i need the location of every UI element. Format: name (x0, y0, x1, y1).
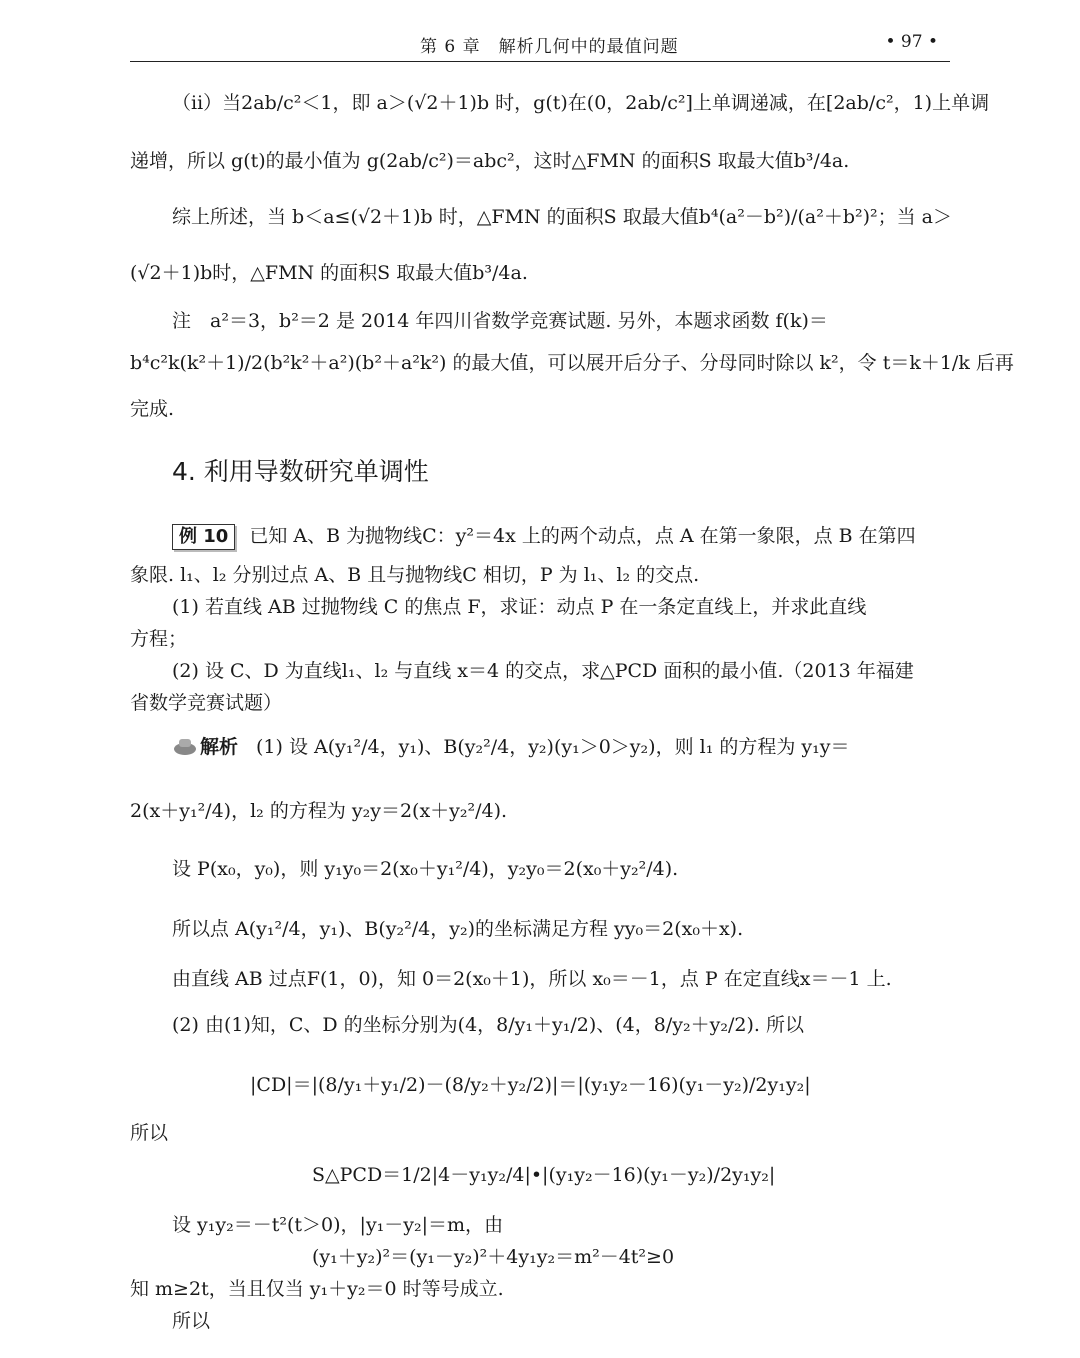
chapter-title: 第 6 章 解析几何中的最值问题 (420, 37, 679, 57)
question-2b: 省数学竞赛试题） (130, 692, 283, 714)
solution-line-1 (172, 736, 950, 759)
note-line-1: 注 a²＝3，b²＝2 是 2014 年四川省数学竞赛试题. 另外，本题求函数 f(k)＝ (172, 310, 828, 332)
page-number: • 97 • (885, 32, 938, 52)
section-title: 4. 利用导数研究单调性 (172, 457, 429, 486)
example-text-1: 已知 A、B 为抛物线C：y²＝4x 上的两个动点，点 A 在第一象限，点 B 在第四 (249, 525, 916, 547)
solution-line-13: 所以 (172, 1310, 211, 1332)
solution-text-1: (1) 设 A(y₁²/4，y₁)、B(y₂²/4，y₂)(y₁＞0＞y₂)，则 l₁ 的方程为 y₁y＝ (256, 736, 850, 758)
body-line-1: （ⅱ）当2ab/c²＜1，即 a＞(√2＋1)b 时，g(t)在(0，2ab/c²]上单调递减，在[2ab/c²，1)上单调 (172, 92, 990, 114)
thumbs-up-icon (172, 736, 198, 756)
question-1b: 方程； (130, 628, 188, 650)
body-line-2: 递增，所以 g(t)的最小值为 g(2ab/c²)＝abc²，这时△FMN 的面积S 取最大值b³/4a. (130, 150, 850, 172)
solution-line-12: 知 m≥2t，当且仅当 y₁＋y₂＝0 时等号成立. (130, 1278, 504, 1300)
solution-line-8: 所以 (130, 1122, 169, 1144)
note-line-2: b⁴c²k(k²＋1)/2(b²k²＋a²)(b²＋a²k²) 的最大值，可以展开后分子、分母同时除以 k²，令 t＝k＋1/k 后再 (130, 352, 1014, 374)
example-label: 例 10 (172, 524, 235, 550)
example-line-1 (172, 524, 950, 550)
note-line-3: 完成. (130, 398, 175, 420)
solution-line-2: 2(x＋y₁²/4)，l₂ 的方程为 y₂y＝2(x＋y₂²/4). (130, 800, 508, 822)
solution-line-3: 设 P(x₀，y₀)，则 y₁y₀＝2(x₀＋y₁²/4)，y₂y₀＝2(x₀＋y₂²/4). (172, 858, 679, 880)
solution-line-6: (2) 由(1)知，C、D 的坐标分别为(4，8/y₁＋y₁/2)、(4，8/y₂＋y₂/2). 所以 (172, 1014, 804, 1036)
example-line-2: 象限. l₁、l₂ 分别过点 A、B 且与抛物线C 相切，P 为 l₁、l₂ 的交点. (130, 564, 700, 586)
equation-area: S△PCD＝1/2|4－y₁y₂/4|•|(y₁y₂－16)(y₁－y₂)/2y₁y₂| (312, 1164, 776, 1186)
solution-label: 解析 (200, 736, 239, 758)
equation-inequality: (y₁＋y₂)²＝(y₁－y₂)²＋4y₁y₂＝m²－4t²≥0 (312, 1246, 675, 1268)
header-rule (130, 61, 950, 62)
question-2a: (2) 设 C、D 为直线l₁、l₂ 与直线 x＝4 的交点，求△PCD 面积的最小值.（2013 年福建 (172, 660, 914, 682)
equation-cd: |CD|＝|(8/y₁＋y₁/2)－(8/y₂＋y₂/2)|＝|(y₁y₂－16)(y₁－y₂)/2y₁y₂| (250, 1074, 811, 1096)
body-line-3: 综上所述，当 b＜a≤(√2＋1)b 时，△FMN 的面积S 取最大值b⁴(a²－b²)/(a²＋b²)²；当 a＞ (172, 206, 952, 228)
question-1a: (1) 若直线 AB 过抛物线 C 的焦点 F，求证：动点 P 在一条定直线上，并求此直线 (172, 596, 867, 618)
solution-badge (172, 736, 238, 759)
solution-line-10: 设 y₁y₂＝－t²(t＞0)，|y₁－y₂|＝m，由 (172, 1214, 504, 1236)
body-line-4: (√2＋1)b时，△FMN 的面积S 取最大值b³/4a. (130, 262, 528, 284)
page-header (130, 28, 950, 62)
solution-line-5: 由直线 AB 过点F(1，0)，知 0＝2(x₀＋1)，所以 x₀＝－1，点 P 在定直线x＝－1 上. (172, 968, 892, 990)
solution-line-4: 所以点 A(y₁²/4，y₁)、B(y₂²/4，y₂)的坐标满足方程 yy₀＝2(x₀＋x). (172, 918, 744, 940)
